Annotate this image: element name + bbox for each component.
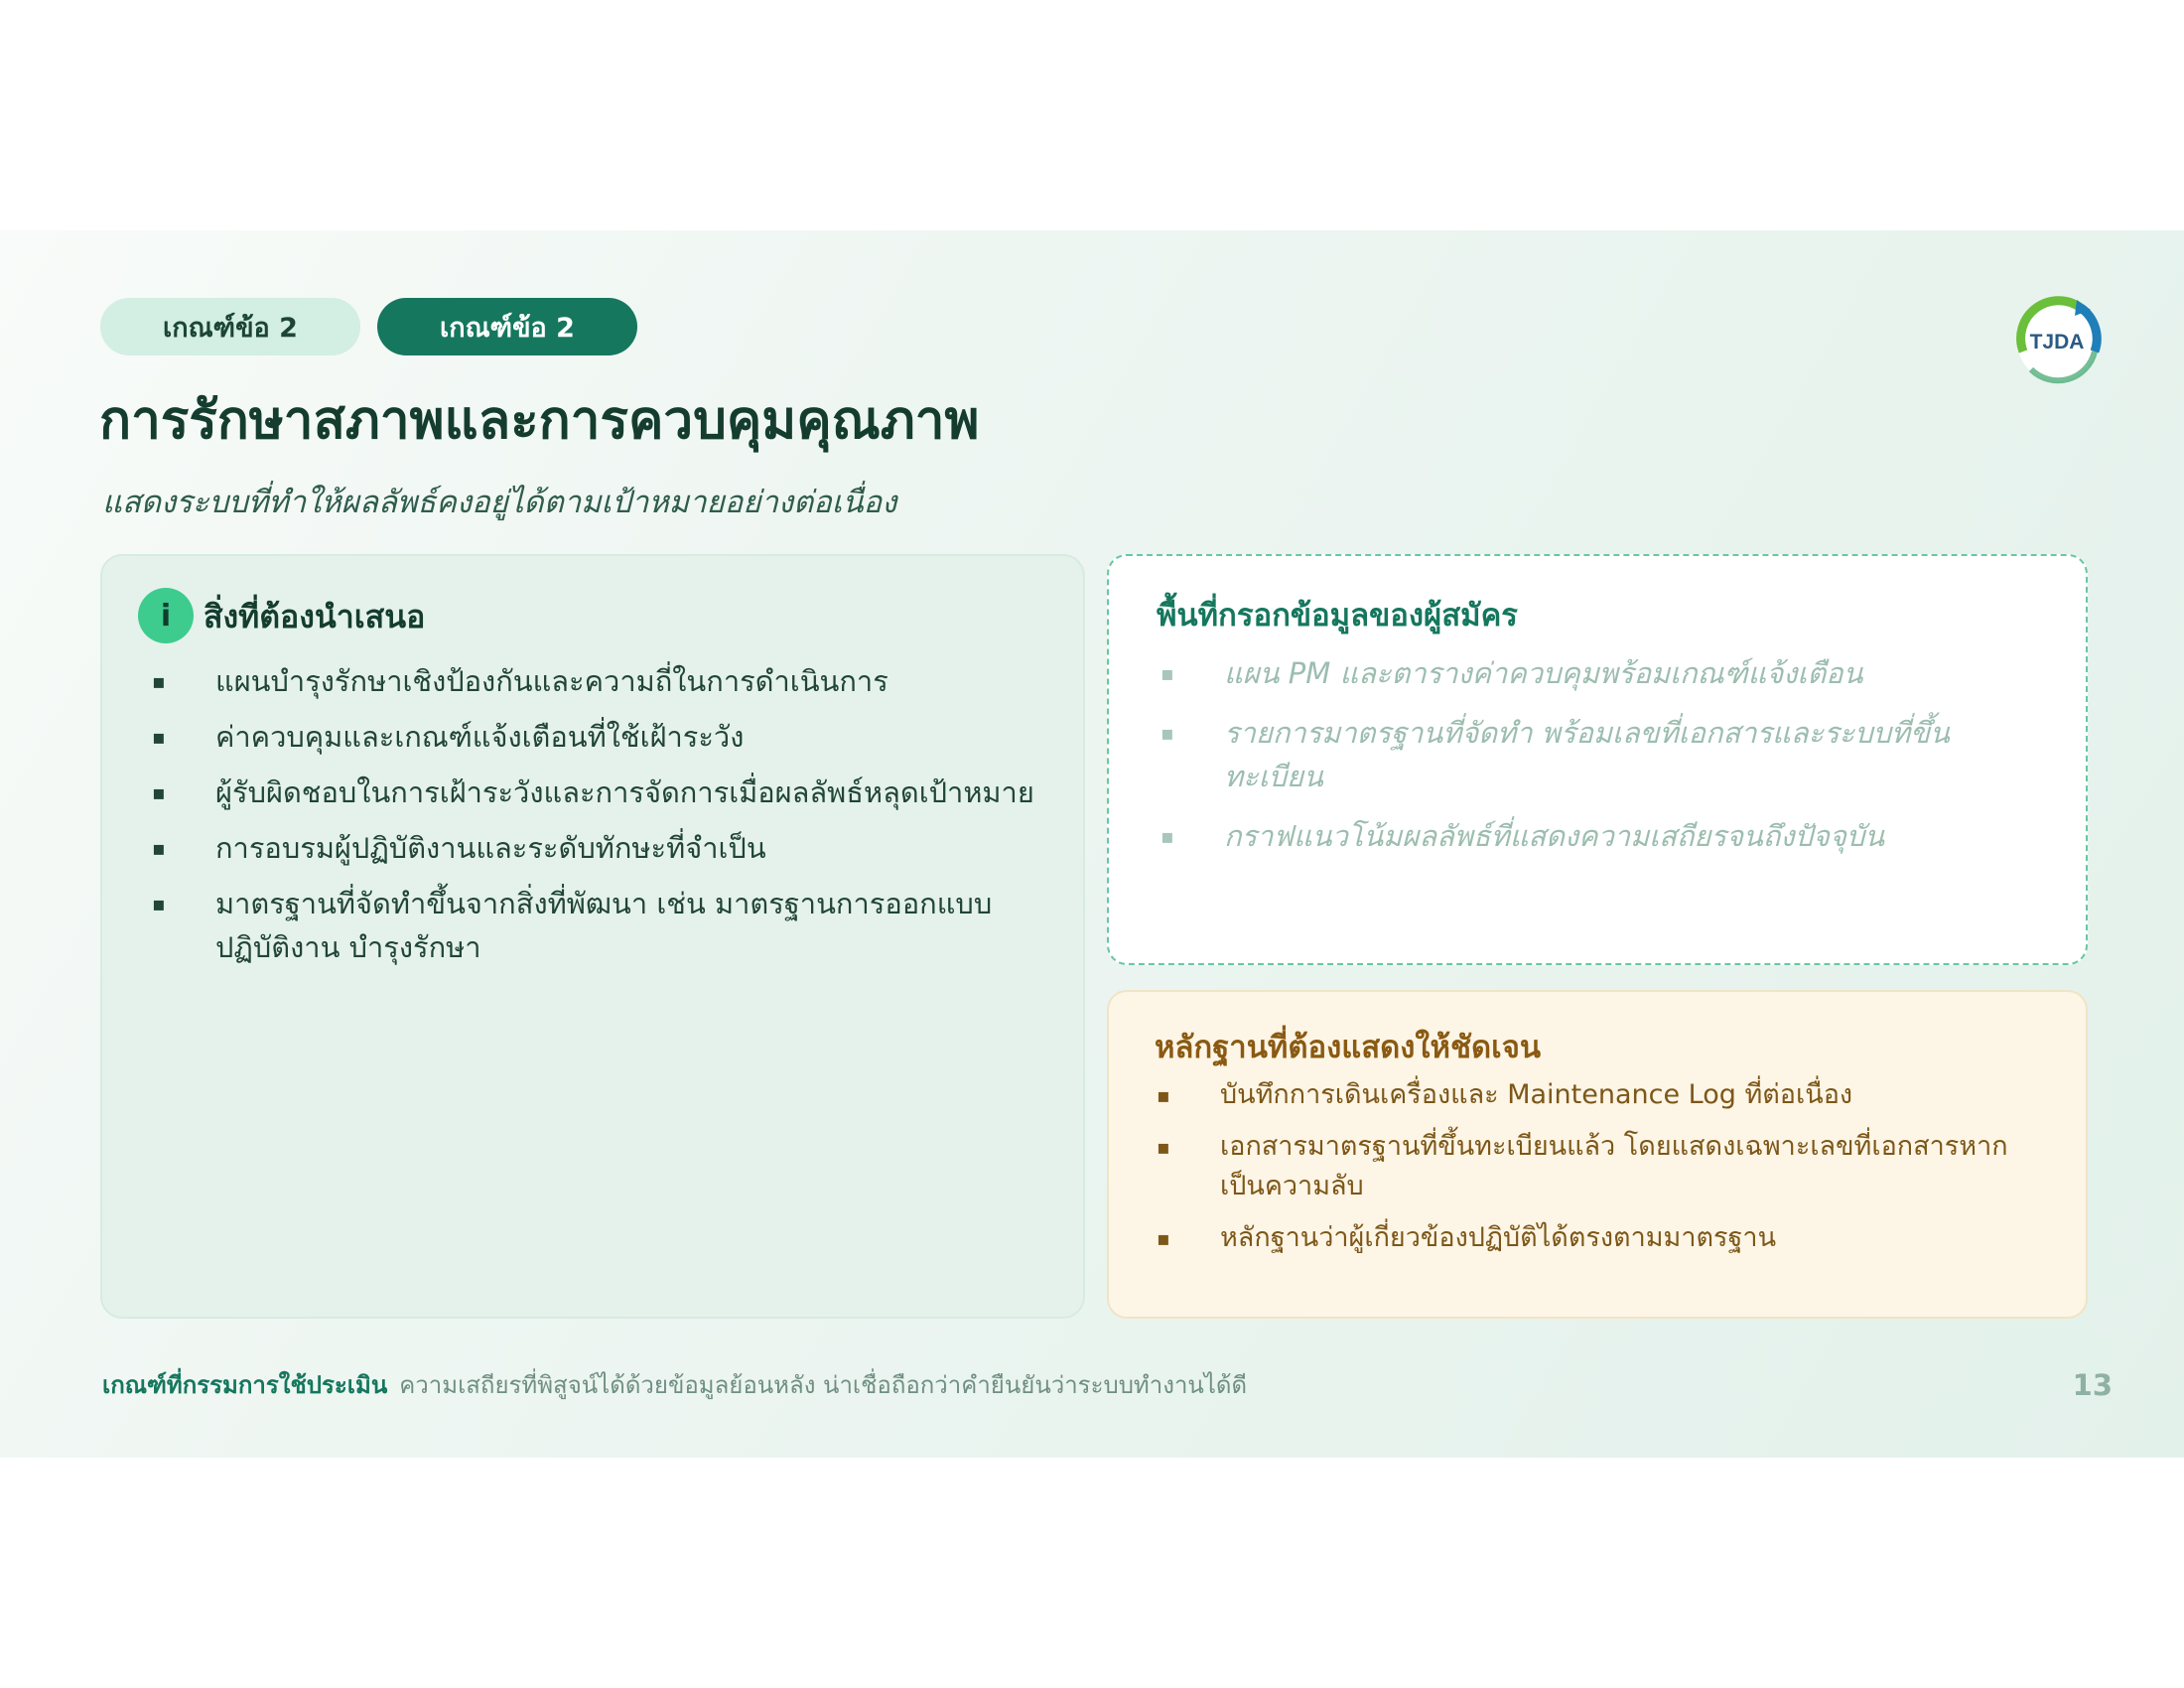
bullet-icon: ▪: [1157, 1083, 1170, 1107]
placeholder-text: กราฟแนวโน้มผลลัพธ์ที่แสดงความเสถียรจนถึงปัจจุบัน: [1224, 819, 1885, 853]
list-item: [152, 771, 1045, 814]
list-item: [1157, 1127, 2050, 1206]
evidence-list: [1157, 1075, 2050, 1270]
evidence-heading: หลักฐานที่ต้องแสดงให้ชัดเจน: [1155, 1030, 1542, 1065]
bullet-icon: ▪: [1160, 824, 1174, 848]
list-item-text: เอกสารมาตรฐานที่ขึ้นทะเบียนแล้ว โดยแสดงเฉพาะเลขที่เอกสารหากเป็นความลับ: [1220, 1131, 2008, 1201]
applicant-area-list: [1160, 651, 2034, 874]
list-item-text: ผู้รับผิดชอบในการเฝ้าระวังและการจัดการเมื่อผลลัพธ์หลุดเป้าหมาย: [215, 775, 1034, 809]
present-heading: สิ่งที่ต้องนำเสนอ: [204, 598, 426, 635]
applicant-input-area[interactable]: [1107, 554, 2088, 965]
footer: [102, 1370, 1988, 1401]
bullet-icon: ▪: [152, 780, 166, 804]
list-item: [152, 715, 1045, 759]
list-item-text: ค่าควบคุมและเกณฑ์แจ้งเตือนที่ใช้เฝ้าระวัง: [215, 720, 745, 754]
footer-text: ความเสถียรที่พิสูจน์ได้ด้วยข้อมูลย้อนหลัง น่าเชื่อถือกว่าคำยืนยันว่าระบบทำงานได้ดี: [399, 1371, 1248, 1399]
list-item: [152, 826, 1045, 870]
page-number: 13: [2072, 1368, 2113, 1402]
page-title: การรักษาสภาพและการควบคุมคุณภาพ: [99, 390, 980, 451]
bullet-icon: ▪: [152, 892, 166, 915]
list-item-text: บันทึกการเดินเครื่องและ Maintenance Log ที่ต่อเนื่อง: [1220, 1079, 1853, 1110]
criterion-tag-light: [100, 298, 360, 355]
bullet-icon: ▪: [1157, 1226, 1170, 1250]
applicant-area-heading: พื้นที่กรอกข้อมูลของผู้สมัคร: [1157, 598, 1518, 633]
logo-text: TJDA: [2029, 331, 2085, 353]
placeholder-text: แผน PM และตารางค่าควบคุมพร้อมเกณฑ์แจ้งเตือน: [1224, 656, 1863, 690]
list-item: [1157, 1218, 2050, 1258]
bullet-icon: ▪: [152, 836, 166, 860]
list-item: [152, 659, 1045, 703]
list-item: [152, 882, 1045, 969]
present-list: [152, 659, 1045, 981]
criterion-tag-dark: [377, 298, 637, 355]
page-subtitle: แสดงระบบที่ทำให้ผลลัพธ์คงอยู่ได้ตามเป้าหมายอย่างต่อเนื่อง: [102, 485, 897, 520]
placeholder-text: รายการมาตรฐานที่จัดทำ พร้อมเลขที่เอกสารและระบบที่ขึ้นทะเบียน: [1224, 716, 1950, 793]
slide: [0, 230, 2184, 1458]
placeholder-item: [1160, 711, 2034, 798]
list-item-text: มาตรฐานที่จัดทำขึ้นจากสิ่งที่พัฒนา เช่น มาตรฐานการออกแบบ ปฏิบัติงาน บำรุงรักษา: [215, 887, 993, 964]
info-icon: i: [138, 588, 194, 643]
bullet-icon: ▪: [152, 725, 166, 749]
bullet-icon: ▪: [1160, 721, 1174, 745]
list-item-text: หลักฐานว่าผู้เกี่ยวข้องปฏิบัติได้ตรงตามมาตรฐาน: [1220, 1222, 1777, 1253]
criterion-tag-dark-label: เกณฑ์ข้อ 2: [440, 312, 575, 344]
tjda-logo-icon: [2011, 292, 2107, 387]
bullet-icon: ▪: [1157, 1135, 1170, 1159]
criterion-tag-light-label: เกณฑ์ข้อ 2: [163, 312, 298, 344]
placeholder-item: [1160, 814, 2034, 858]
list-item: [1157, 1075, 2050, 1115]
placeholder-item: [1160, 651, 2034, 695]
bullet-icon: ▪: [1160, 661, 1174, 685]
footer-label: เกณฑ์ที่กรรมการใช้ประเมิน: [102, 1371, 388, 1399]
list-item-text: แผนบำรุงรักษาเชิงป้องกันและความถี่ในการดำเนินการ: [215, 664, 888, 698]
present-card: [100, 554, 1085, 1319]
evidence-card: [1107, 990, 2088, 1319]
list-item-text: การอบรมผู้ปฏิบัติงานและระดับทักษะที่จำเป็น: [215, 831, 766, 865]
bullet-icon: ▪: [152, 669, 166, 693]
